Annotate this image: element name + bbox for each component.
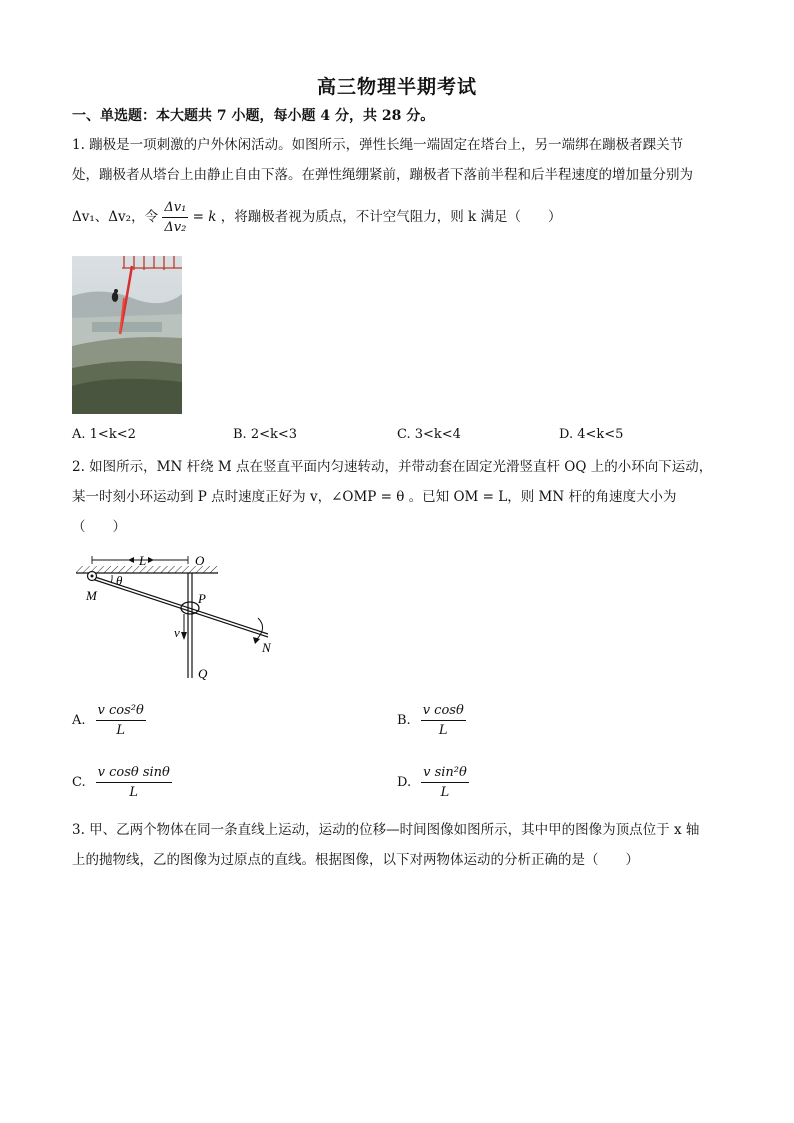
- q1-ratio-equals: = k: [192, 209, 217, 225]
- length-arrow-right: [148, 557, 154, 563]
- theta-arc: [111, 575, 112, 583]
- section-heading: 一、单选题：本大题共 7 小题，每小题 4 分，共 28 分。: [72, 108, 435, 124]
- q1-line-2: 处，蹦极者从塔台上由静止自由下落。在弹性绳绷紧前，蹦极者下落前半程和后半程速度的增加量分别为: [72, 167, 693, 183]
- q2-option-c-den: L: [129, 785, 139, 800]
- q2-option-a-num: v cos²θ: [96, 703, 146, 721]
- q2-option-a-fraction: [96, 703, 146, 738]
- q2-option-b-den: L: [438, 723, 448, 738]
- q2-option-d-den: L: [440, 785, 450, 800]
- label-L: L: [139, 553, 147, 568]
- q2-option-a-den: L: [116, 723, 125, 738]
- q3-line-2: 上的抛物线，乙的图像为过原点的直线。根据图像，以下对两物体运动的分析正确的是（ ）: [72, 852, 639, 868]
- q1-line-3: [72, 200, 561, 235]
- q1-option-c: C. 3<k<4: [397, 427, 461, 442]
- q2-option-c-letter: C.: [72, 775, 86, 790]
- q1-line-1: 1. 蹦极是一项刺激的户外休闲活动。如图所示，弹性长绳一端固定在塔台上，另一端绑在蹦极者踝关节: [72, 137, 684, 153]
- label-M: M: [86, 588, 97, 603]
- q2-line-1: 2. 如图所示，MN 杆绕 M 点在竖直平面内匀速转动，并带动套在固定光滑竖直杆 OQ 上的小环向下运动，: [72, 459, 713, 475]
- q2-option-b: [397, 703, 466, 738]
- q2-line-3: （ ）: [72, 519, 126, 535]
- q2-line-2: 某一时刻小环运动到 P 点时速度正好为 v，∠OMP = θ 。已知 OM = L，则 MN 杆的角速度大小为: [72, 489, 677, 505]
- q1-option-b: B. 2<k<3: [233, 427, 298, 442]
- q2-option-b-letter: B.: [397, 713, 411, 728]
- label-v: v: [174, 625, 180, 640]
- q1-line-3-pre: Δv₁、Δv₂，令: [72, 209, 159, 225]
- rod-diagram: [72, 548, 292, 684]
- rod-diagram-svg: [72, 548, 292, 684]
- q1-option-d: D. 4<k<5: [559, 427, 624, 442]
- q3-line-1: 3. 甲、乙两个物体在同一条直线上运动，运动的位移—时间图像如图所示，其中甲的图像为顶点位于 x 轴: [72, 822, 700, 838]
- label-O: O: [195, 553, 205, 568]
- q2-option-c-fraction: [96, 765, 172, 800]
- q2-option-d-num: v sin²θ: [421, 765, 469, 783]
- rotation-arc: [256, 618, 263, 640]
- q1-ratio-denominator: Δv₂: [164, 220, 187, 235]
- q2-option-d-letter: D.: [397, 775, 412, 790]
- page-title: 高三物理半期考试: [316, 76, 477, 98]
- q2-option-c-num: v cosθ sinθ: [96, 765, 172, 783]
- q1-ratio-fraction: [162, 200, 188, 235]
- q2-option-b-fraction: [421, 703, 466, 738]
- label-Q: Q: [198, 666, 208, 681]
- q1-line-3-post: ，将蹦极者视为质点，不计空气阻力，则 k 满足（ ）: [220, 209, 562, 225]
- q2-option-a: [72, 703, 146, 738]
- q2-option-d-fraction: [421, 765, 469, 800]
- bungee-photo-image: [72, 256, 182, 414]
- pivot-m-center: [91, 575, 94, 578]
- q2-option-c: [72, 765, 172, 800]
- q2-option-d: [397, 765, 469, 800]
- q1-option-a: A. 1<k<2: [72, 427, 136, 442]
- length-arrow-left: [128, 557, 134, 563]
- label-P: P: [198, 591, 206, 606]
- velocity-arrowhead: [181, 632, 187, 640]
- label-theta: θ: [116, 573, 123, 588]
- label-N: N: [262, 640, 271, 655]
- bungee-photo: [72, 256, 182, 414]
- q2-option-b-num: v cosθ: [421, 703, 466, 721]
- rotation-arrowhead: [253, 637, 260, 644]
- q1-ratio-numerator: Δv₁: [162, 200, 188, 218]
- q2-option-a-letter: A.: [72, 713, 86, 728]
